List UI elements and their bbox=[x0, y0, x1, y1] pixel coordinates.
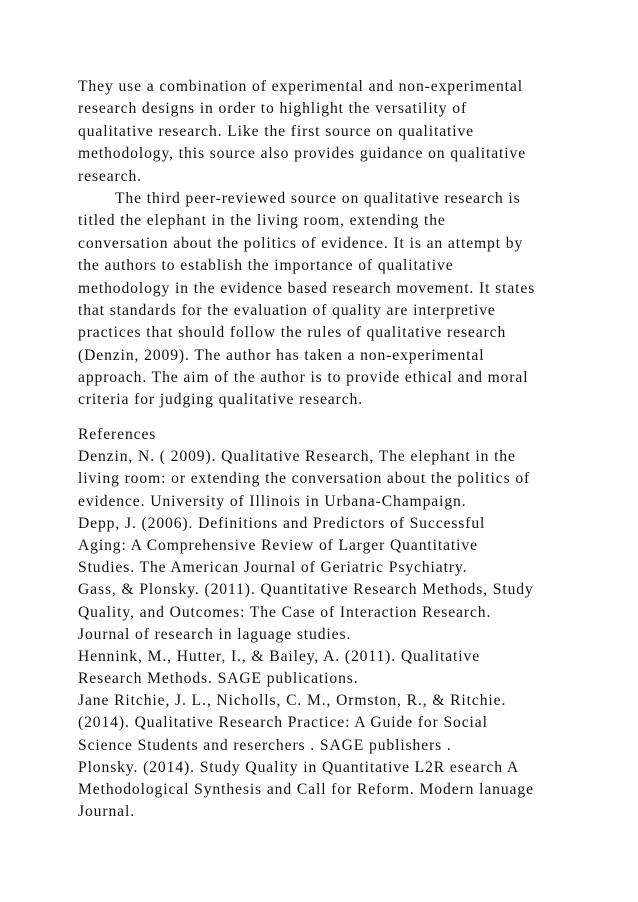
reference-line: Research Methods. SAGE publications. bbox=[78, 670, 359, 688]
reference-line: living room: or extending the conversation about the politics of bbox=[78, 470, 531, 488]
paragraph-2-line: methodology in the evidence based research movement. It states bbox=[78, 279, 536, 297]
body-text bbox=[78, 76, 598, 412]
paragraph-2-line: conversation about the politics of evidence. It is an attempt by bbox=[78, 234, 524, 252]
reference-line: (2014). Qualitative Research Practice: A Guide for Social bbox=[78, 714, 488, 732]
reference-line: Hennink, M., Hutter, I., & Bailey, A. (2011). Qualitative bbox=[78, 647, 481, 665]
reference-line: Studies. The American Journal of Geriatric Psychiatry. bbox=[78, 559, 468, 577]
paragraph-1-line: qualitative research. Like the first source on qualitative bbox=[78, 122, 474, 140]
references-heading: References bbox=[78, 426, 157, 443]
reference-line: Methodological Synthesis and Call for Reform. Modern lanuage bbox=[78, 781, 534, 798]
references-section bbox=[78, 424, 598, 823]
reference-line: Plonsky. (2014). Study Quality in Quantitative L2R esearch A bbox=[78, 758, 520, 776]
paragraph-1-line: methodology, this source also provides guidance on qualitative bbox=[78, 145, 527, 163]
reference-line: evidence. University of Illinois in Urbana-Champaign. bbox=[78, 492, 467, 510]
reference-line: Quality, and Outcomes: The Case of Interaction Research. bbox=[78, 603, 492, 621]
reference-line: Science Students and reserchers . SAGE publishers . bbox=[78, 736, 452, 754]
reference-line: Journal of research in laguage studies. bbox=[78, 625, 352, 643]
paragraph-2-line: The third peer-reviewed source on qualitative research is bbox=[115, 189, 521, 207]
paragraph-1-line: research. bbox=[78, 167, 142, 185]
paragraph-1-line: They use a combination of experimental and non-experimental bbox=[78, 78, 523, 95]
paragraph-1-line: research designs in order to highlight the versatility of bbox=[78, 100, 468, 118]
paragraph-2-line: approach. The aim of the author is to provide ethical and moral bbox=[78, 369, 529, 387]
reference-line: Journal. bbox=[78, 803, 136, 821]
reference-line: Depp, J. (2006). Definitions and Predictors of Successful bbox=[78, 514, 486, 532]
paragraph-2-line: practices that should follow the rules of qualitative research bbox=[78, 324, 507, 342]
reference-line: Denzin, N. ( 2009). Qualitative Research, The elephant in the bbox=[78, 448, 516, 466]
reference-line: Aging: A Comprehensive Review of Larger Quantitative bbox=[78, 536, 478, 554]
reference-line: Jane Ritchie, J. L., Nicholls, C. M., Ormston, R., & Ritchie. bbox=[78, 692, 507, 710]
paragraph-2-line: that standards for the evaluation of quality are interpretive bbox=[78, 301, 496, 319]
paragraph-2-line: titled the elephant in the living room, extending the bbox=[78, 212, 446, 230]
paragraph-2-line: (Denzin, 2009). The author has taken a non-experimental bbox=[78, 346, 485, 364]
paragraph-2-line: the authors to establish the importance of qualitative bbox=[78, 257, 454, 275]
reference-line: Gass, & Plonsky. (2011). Quantitative Research Methods, Study bbox=[78, 581, 534, 599]
paragraph-2-line: criteria for judging qualitative research. bbox=[78, 391, 364, 409]
